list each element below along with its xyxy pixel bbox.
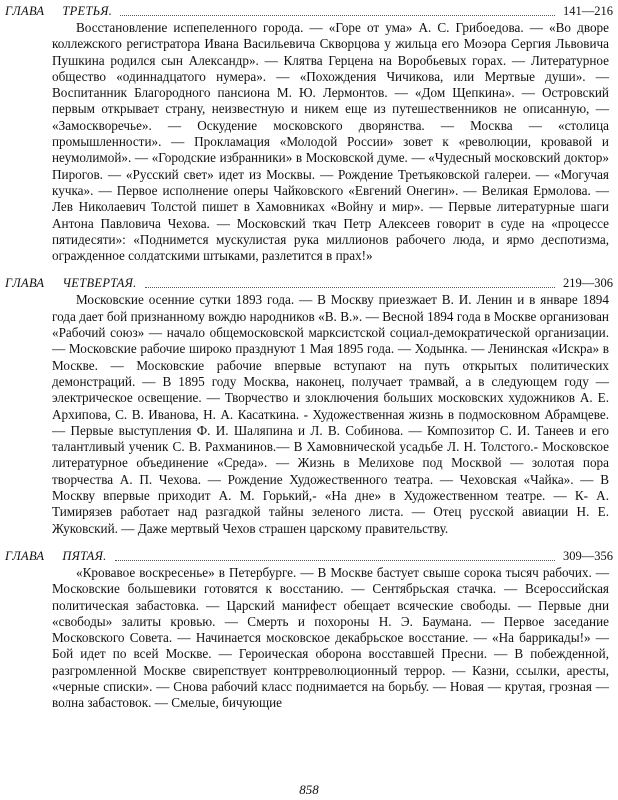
chapter-five-entry [5, 547, 613, 712]
chapter-label-ordinal: ЧЕТВЕРТАЯ. [62, 276, 137, 291]
chapter-label-word: ГЛАВА [5, 548, 45, 563]
chapter-label [5, 275, 137, 291]
chapter-heading [5, 2, 613, 19]
chapter-summary: Московские осенние сутки 1893 года. — В Москву приезжает В. И. Ленин и в январе 1894 года дает бой признанному вождю народников «В. В.». — Весной 1894 года в Москве организован «Рабочий союз» — начало общемосковской марксистской социал-демократической организации. — Московские рабочие широко празднуют 1 Мая 1895 года. — Ходынка. — Ленинская «Искра» в Москве. — Московские рабочие впервые вступают на путь открытых политических демонстраций. — В 1895 году Москва, наконец, получает трамвай, а в следующем году — электрическое освещение. — Творчество и злоключения больших московских художников А. Е. Архипова, С. В. Иванова, Н. А. Касаткина. - Художественная жизнь в подмосковном Абрамцеве. — Первые выступления Ф. И. Шаляпина и Л. В. Собинова. — Композитор С. И. Танеев и его талантливый ученик С. В. Рахманинов.— В Хамовнической усадьбе Л. Н. Толстого.- Московское литературное объединение «Среда». — Жизнь в Мелихове под Москвой — золотая пора творчества А. П. Чехова. — Рождение Художественного театра. — Чеховская «Чайка». — В Москву впервые приходит А. М. Горький,- «На дне» в Художественном театре. — К- А. Тимирязев работает над разгадкой тайны зеленого листа. — Отец русской авиации Н. Е. Жуковский. — Даже мертвый Чехов страшен царскому правительству. [52, 292, 609, 536]
chapter-heading [5, 274, 613, 291]
chapter-heading [5, 547, 613, 564]
dot-leader [120, 14, 555, 16]
chapter-summary: Восстановление испепеленного города. — «Горе от ума» А. С. Грибоедова. — «Во дворе коллежского регистратора Ивана Васильевича Скворцова у жильца его Моэора Сергия Львовича Пушкина родился сын Александр». — Клятва Герцена на Воробьевых горах. — Литературное общество «одиннадцатого нумера». — «Похождения Чичикова, или Мертвые души». — Воспитанник Благородного пансиона М. Ю. Лермонтов. — «Дом Щепкина». — Островский первым открывает страну, неизвестную и никем еще из путешественников не описанную, — «Замоскворечье». — Оскудение московского дворянства. — Москва — «столица промышленности». — Прокламация «Молодой России» зовет к «революции, кровавой и неумолимой». — «Городские избранники» в Московской думе. — «Чудесный московский доктор» Пирогов. — «Русский свет» идет из Москвы. — Рождение Третьяковской галереи. — «Могучая кучка». — Первое исполнение оперы Чайковского «Евгений Онегин». — Великая Ермолова. — Лев Николаевич Толстой пишет в Хамовниках «Войну и мир». — Первые литературные шаги Антона Павловича Чехова. — Московский ткач Петр Алексеев говорит в суде на «процессе пятидесяти»: «Поднимется мускулистая рука миллионов рабочего люда, и ярмо деспотизма, огражденное солдатскими штыками, разлетится в прах!» [52, 20, 609, 264]
chapter-four-entry [5, 274, 613, 536]
chapter-label-ordinal: ПЯТАЯ. [62, 548, 107, 563]
chapter-page-range: 309—356 [563, 548, 613, 563]
dot-leader [115, 559, 555, 561]
page-number: 858 [299, 782, 319, 797]
chapter-label [5, 3, 112, 19]
chapter-page-range: 141—216 [563, 4, 613, 18]
chapter-summary: «Кровавое воскресенье» в Петербурге. — В Москве бастует свыше сорока тысяч рабочих. — Московские большевики готовятся к восстанию. — Сентябрьская стачка. — Всероссийская политическая забастовка. — Царский манифест обещает всяческие свободы. — Первые дни «свободы» залиты кровью. — Смерть и похороны Н. Э. Баумана. — Первое заседание Московского Совета. — Начинается московское декабрьское восстание. — «На баррикады!» — Бой идет по всей Москве. — Героическая оборона восставшей Пресни. — В побежденной, разгромленной Москве свирепствует контрреволюционный террор. — Казни, ссылки, аресты, «черные списки». — Снова рабочий класс поднимается на борьбу. — Новая — крутая, грозная — волна забастовок. — Смелые, бичующие [52, 564, 609, 711]
chapter-label [5, 548, 107, 564]
chapter-label-ordinal: ТРЕТЬЯ. [62, 4, 113, 18]
chapter-page-range: 219—306 [563, 276, 613, 291]
chapter-three-entry [5, 2, 613, 264]
chapter-label-word: ГЛАВА [5, 4, 45, 18]
chapter-label-word: ГЛАВА [5, 276, 45, 291]
dot-leader [145, 286, 555, 288]
